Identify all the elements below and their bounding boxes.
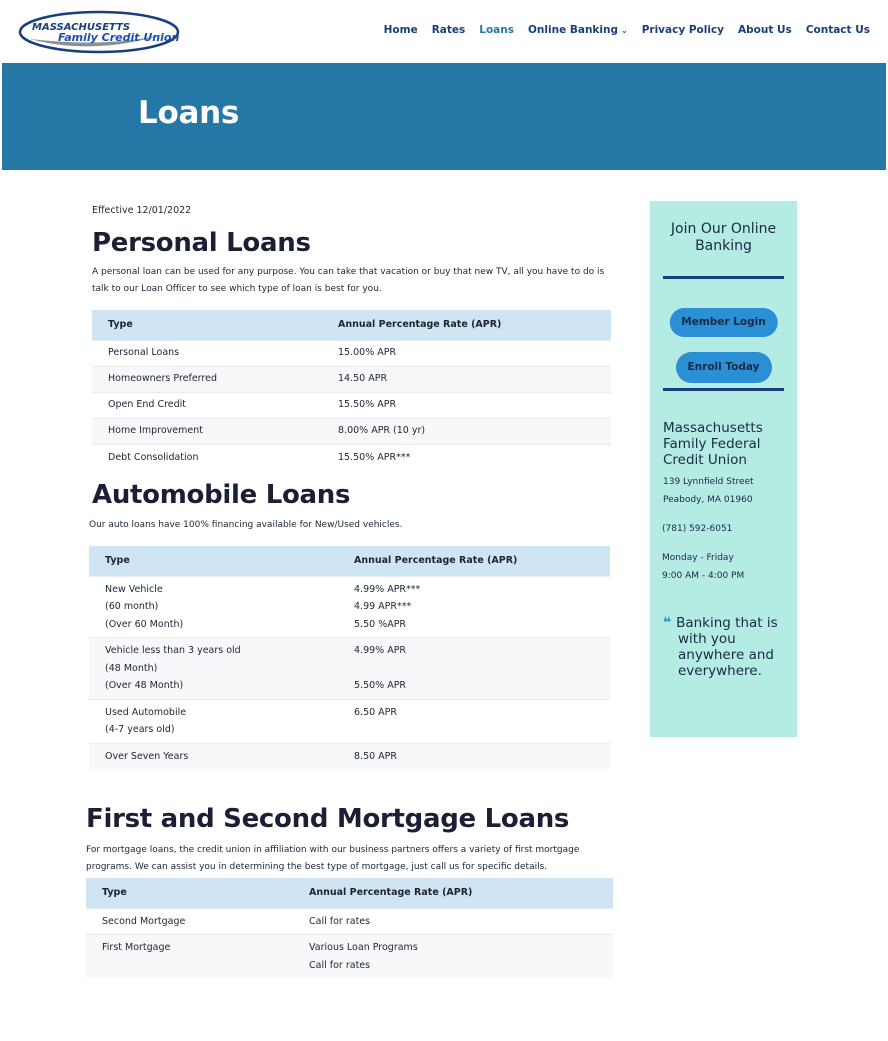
type-line: Over Seven Years bbox=[105, 750, 189, 762]
sidebar-divider bbox=[663, 388, 784, 391]
effective-date: Effective 12/01/2022 bbox=[92, 205, 192, 216]
page-title: Loans bbox=[138, 95, 239, 131]
row-apr: 15.50% APR bbox=[322, 392, 611, 418]
member-login-button[interactable]: Member Login bbox=[669, 308, 777, 337]
hero-banner bbox=[2, 63, 886, 170]
type-line: (Over 60 Month) bbox=[105, 618, 184, 630]
org-name bbox=[663, 420, 763, 468]
row-apr bbox=[293, 935, 613, 979]
sidebar-divider bbox=[663, 276, 784, 279]
row-apr: 15.00% APR bbox=[322, 340, 611, 366]
main-content bbox=[0, 170, 640, 1041]
col-apr-header: Annual Percentage Rate (APR) bbox=[322, 310, 611, 340]
table-row bbox=[92, 340, 611, 366]
row-type: First Mortgage bbox=[86, 935, 293, 979]
row-type bbox=[89, 576, 338, 638]
enroll-today-button[interactable]: Enroll Today bbox=[676, 352, 772, 383]
auto-loans-table bbox=[89, 546, 610, 769]
type-line: Vehicle less than 3 years old bbox=[105, 645, 241, 656]
nav-loans[interactable]: Loans bbox=[479, 24, 514, 36]
sidebar-title-line1: Join Our Online bbox=[670, 221, 777, 237]
row-type: Open End Credit bbox=[92, 392, 322, 418]
apr-line: Various Loan Programs bbox=[309, 942, 418, 953]
type-line: (4-7 years old) bbox=[105, 724, 175, 735]
sidebar-quote bbox=[663, 615, 793, 679]
row-type: Homeowners Preferred bbox=[92, 366, 322, 392]
mortgage-loans-table bbox=[86, 878, 613, 978]
table-row bbox=[92, 366, 611, 392]
row-type: Second Mortgage bbox=[86, 908, 293, 935]
type-line: (Over 48 Month) bbox=[105, 680, 184, 691]
row-type bbox=[89, 638, 338, 700]
auto-loans-text: Our auto loans have 100% financing available for New/Used vehicles. bbox=[89, 520, 403, 530]
hours-line2: 9:00 AM - 4:00 PM bbox=[662, 571, 745, 581]
sidebar-title bbox=[650, 221, 797, 255]
row-apr bbox=[338, 638, 610, 700]
apr-line: 6.50 APR bbox=[354, 706, 398, 718]
org-name-line2: Family Federal bbox=[663, 436, 761, 452]
type-line: (60 month) bbox=[105, 601, 159, 612]
table-row bbox=[86, 935, 613, 979]
nav-online-banking[interactable] bbox=[528, 24, 628, 36]
col-apr-header: Annual Percentage Rate (APR) bbox=[338, 546, 610, 576]
apr-line: 4.99% APR*** bbox=[354, 583, 421, 595]
address bbox=[663, 473, 754, 509]
nav-online-banking-label: Online Banking bbox=[528, 24, 618, 36]
row-apr bbox=[338, 699, 610, 743]
apr-line: Call for rates bbox=[309, 915, 371, 927]
col-apr-header: Annual Percentage Rate (APR) bbox=[293, 878, 613, 908]
sidebar-online-banking bbox=[650, 201, 797, 737]
row-type: Debt Consolidation bbox=[92, 444, 322, 470]
mortgage-text-line1: For mortgage loans, the credit union in affiliation with our business partners offers a variety of first mortgage bbox=[86, 845, 580, 855]
row-apr: 15.50% APR*** bbox=[322, 444, 611, 470]
table-header-row bbox=[86, 878, 613, 908]
site-header bbox=[0, 0, 888, 63]
personal-loans-title: Personal Loans bbox=[92, 228, 311, 258]
col-type-header: Type bbox=[86, 878, 293, 908]
nav-privacy-policy[interactable]: Privacy Policy bbox=[641, 24, 725, 36]
sidebar-title-line2: Banking bbox=[695, 238, 752, 254]
logo-emblem bbox=[18, 9, 180, 55]
row-type: Personal Loans bbox=[92, 340, 322, 366]
nav-contact-us[interactable]: Contact Us bbox=[805, 24, 870, 36]
business-hours bbox=[662, 549, 744, 585]
table-row bbox=[86, 908, 613, 935]
apr-line: Call for rates bbox=[309, 959, 371, 971]
address-line1: 139 Lynnfield Street bbox=[663, 477, 754, 487]
quote-icon: ❝ bbox=[663, 615, 677, 631]
row-type bbox=[89, 699, 338, 743]
apr-line: 5.50 %APR bbox=[354, 618, 407, 630]
row-type: Home Improvement bbox=[92, 418, 322, 444]
address-line2: Peabody, MA 01960 bbox=[663, 495, 753, 505]
hours-line1: Monday - Friday bbox=[662, 553, 734, 563]
org-name-line3: Credit Union bbox=[663, 452, 747, 468]
row-apr bbox=[293, 908, 613, 935]
apr-line: 4.99 APR*** bbox=[354, 601, 412, 612]
logo-line1: MASSACHUSETTS bbox=[32, 22, 131, 33]
table-row bbox=[92, 444, 611, 470]
table-row bbox=[89, 699, 610, 743]
auto-loans-title: Automobile Loans bbox=[92, 480, 351, 510]
type-line: New Vehicle bbox=[105, 583, 163, 595]
personal-loans-text bbox=[92, 264, 632, 298]
mortgage-loans-title: First and Second Mortgage Loans bbox=[86, 804, 570, 834]
mortgage-loans-text bbox=[86, 842, 626, 876]
apr-line: 8.50 APR bbox=[354, 750, 398, 762]
table-row bbox=[92, 392, 611, 418]
apr-line-spacer bbox=[354, 660, 594, 678]
table-row bbox=[89, 576, 610, 638]
table-row bbox=[92, 418, 611, 444]
row-apr: 8.00% APR (10 yr) bbox=[322, 418, 611, 444]
personal-text-line1: A personal loan can be used for any purpose. You can take that vacation or buy that new TV, all you have to do is bbox=[92, 267, 605, 277]
type-line: (48 Month) bbox=[105, 662, 158, 674]
nav-home[interactable]: Home bbox=[383, 24, 418, 36]
phone-number[interactable]: (781) 592-6051 bbox=[662, 524, 733, 534]
nav-about-us[interactable]: About Us bbox=[738, 24, 792, 36]
table-row bbox=[89, 638, 610, 700]
org-name-line1: Massachusetts bbox=[663, 420, 763, 436]
personal-loans-table bbox=[92, 310, 611, 470]
type-line: Used Automobile bbox=[105, 706, 187, 718]
row-apr: 14.50 APR bbox=[322, 366, 611, 392]
row-type bbox=[89, 743, 338, 769]
logo[interactable] bbox=[18, 9, 180, 55]
col-type-header: Type bbox=[92, 310, 322, 340]
apr-line: 5.50% APR bbox=[354, 680, 407, 691]
main-nav bbox=[384, 24, 870, 36]
personal-text-line2: talk to our Loan Officer to see which type of loan is best for you. bbox=[92, 284, 382, 294]
row-apr bbox=[338, 743, 610, 769]
logo-line2: Family Credit Union bbox=[58, 31, 180, 44]
quote-text: Banking that is with you anywhere and everywhere. bbox=[676, 615, 778, 679]
apr-line: 4.99% APR bbox=[354, 645, 407, 656]
nav-rates[interactable]: Rates bbox=[431, 24, 466, 36]
table-header-row bbox=[92, 310, 611, 340]
row-apr bbox=[338, 576, 610, 638]
mortgage-text-line2: programs. We can assist you in determining the best type of mortgage, just call us for specific details. bbox=[86, 862, 548, 872]
chevron-down-icon: ⌄ bbox=[621, 25, 628, 35]
table-row bbox=[89, 743, 610, 769]
col-type-header: Type bbox=[89, 546, 338, 576]
table-header-row bbox=[89, 546, 610, 576]
